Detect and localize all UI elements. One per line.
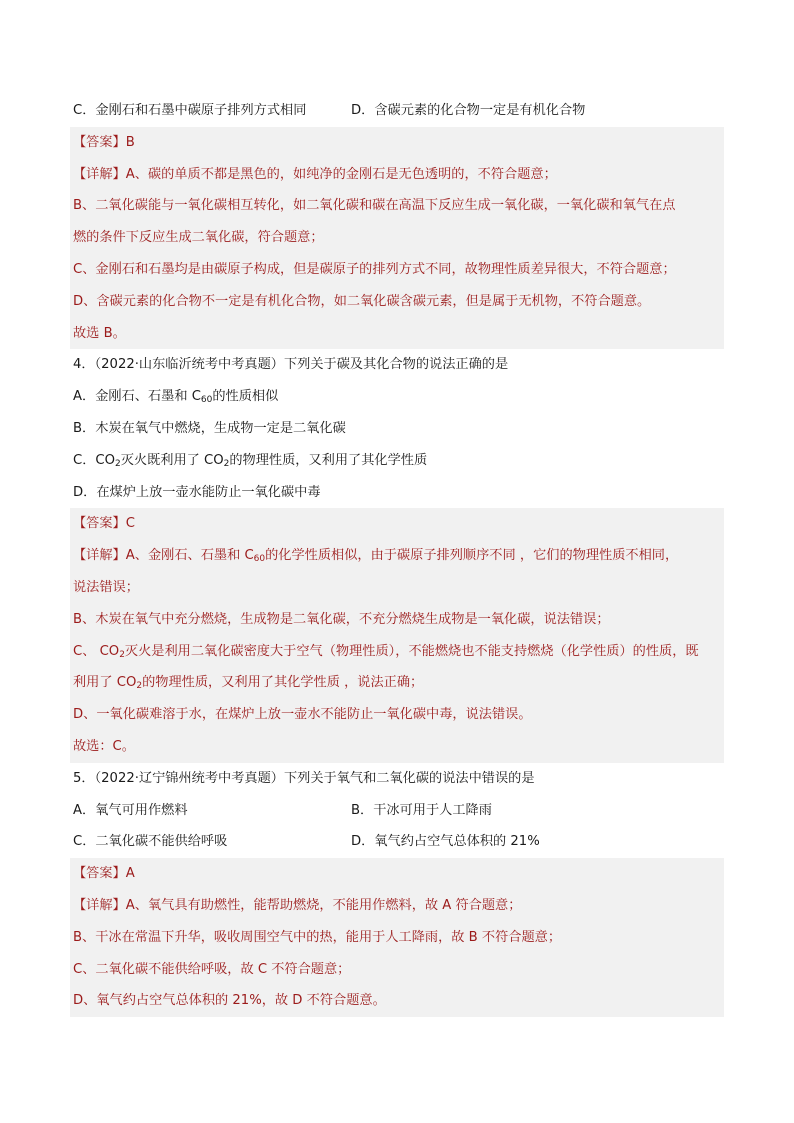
question-4-stem: 4．（2022·山东临沂统考中考真题）下列关于碳及其化合物的说法正确的是: [73, 357, 509, 373]
question-5-detail-line: C、二氧化碳不能供给呼吸，故 C 不符合题意；: [70, 954, 724, 986]
question-5-detail-line: D、氧气约占空气总体积的 21%，故 D 不符合题意。: [70, 985, 724, 1017]
answer-value: B: [125, 134, 135, 150]
question-source: （2022·辽宁锦州统考中考真题）: [94, 770, 284, 786]
question-4-detail-line: 说法错误；: [70, 572, 724, 604]
question-5-stem: 5．（2022·辽宁锦州统考中考真题）下列关于氧气和二氧化碳的说法中错误的是: [73, 770, 535, 786]
prev-detail-line: B、二氧化碳能与一氧化碳相互转化，如二氧化碳和碳在高温下反应生成一氧化碳，一氧化碳和氧气在点: [70, 190, 724, 222]
prev-detail-line: 燃的条件下反应生成二氧化碳，符合题意；: [70, 222, 724, 254]
prev-answer: [70, 127, 724, 159]
question-4-option-d: D．在煤炉上放一壶水能防止一氧化碳中毒: [73, 484, 321, 500]
detail-label: 【详解】: [73, 166, 126, 182]
prev-options-row: [70, 95, 724, 127]
question-5-options-row: [70, 795, 724, 827]
answer-label: 【答案】: [73, 866, 126, 882]
prev-detail-line: 【详解】A、碳的单质不都是黑色的，如纯净的金刚石是无色透明的，不符合题意；: [70, 159, 724, 191]
question-4-detail-line: 【详解】A、金刚石、石墨和 $C_{60}$的化学性质相似，由于碳原子排列顺序不同 ，它们的物理性质不相同，: [70, 540, 724, 572]
prev-option-c: C．金刚石和石墨中碳原子排列方式相同: [73, 103, 307, 118]
detail-label: 【详解】: [73, 897, 126, 913]
question-4-option-a: A．金刚石、石墨和 $C_{60}$的性质相似: [73, 389, 279, 406]
answer-label: 【答案】: [73, 516, 126, 532]
question-source: （2022·山东临沂统考中考真题）: [94, 357, 284, 373]
question-5-detail-line: B、干冰在常温下升华，吸收周围空气中的热，能用于人工降雨，故 B 不符合题意；: [70, 922, 724, 954]
question-5-option-b: B．干冰可用于人工降雨: [351, 802, 492, 818]
answer-label: 【答案】: [73, 134, 126, 150]
question-4-answer: [70, 508, 724, 540]
prev-option-d: D．含碳元素的化合物一定是有机化合物: [351, 103, 586, 118]
question-5-option-c: C．二氧化碳不能供给呼吸: [73, 834, 228, 850]
prev-detail-line: 故选 B。: [70, 318, 724, 350]
document-page: [70, 95, 724, 1017]
question-4-detail-line: D、一氧化碳难溶于水，在煤炉上放一壶水不能防止一氧化碳中毒，说法错误。: [70, 699, 724, 731]
question-4-detail-line: B、木炭在氧气中充分燃烧，生成物是二氧化碳，不充分燃烧生成物是一氧化碳，说法错误；: [70, 604, 724, 636]
prev-detail-line: C、金刚石和石墨均是由碳原子构成，但是碳原子的排列方式不同，故物理性质差异很大，不符合题意；: [70, 254, 724, 286]
question-4-detail-line: 故选：C。: [70, 731, 724, 763]
detail-label: 【详解】: [73, 548, 126, 564]
question-5-option-d: D．氧气约占空气总体积的 21%: [351, 834, 540, 850]
question-5-option-a: A．氧气可用作燃料: [73, 802, 188, 818]
question-5-options-row: [70, 826, 724, 858]
question-4-detail-line: C、 $CO_2$灭火是利用二氧化碳密度大于空气（物理性质），不能燃烧也不能支持燃烧（化学性质）的性质，既: [70, 636, 724, 668]
question-5-answer: [70, 858, 724, 890]
prev-detail-line: D、含碳元素的化合物不一定是有机化合物，如二氧化碳含碳元素，但是属于无机物，不符合题意。: [70, 286, 724, 318]
question-4-option-b: B．木炭在氧气中燃烧，生成物一定是二氧化碳: [73, 420, 346, 436]
question-4-detail-line: 利用了 $CO_2$的物理性质，又利用了其化学性质 ，说法正确；: [70, 667, 724, 699]
question-4-option-c: C．$CO_2$灭火既利用了 $CO_2$的物理性质，又利用了其化学性质: [73, 452, 428, 469]
question-5-detail-line: 【详解】A、氧气具有助燃性，能帮助燃烧，不能用作燃料，故 A 符合题意；: [70, 890, 724, 922]
answer-value: C: [125, 516, 135, 532]
answer-value: A: [125, 866, 135, 882]
